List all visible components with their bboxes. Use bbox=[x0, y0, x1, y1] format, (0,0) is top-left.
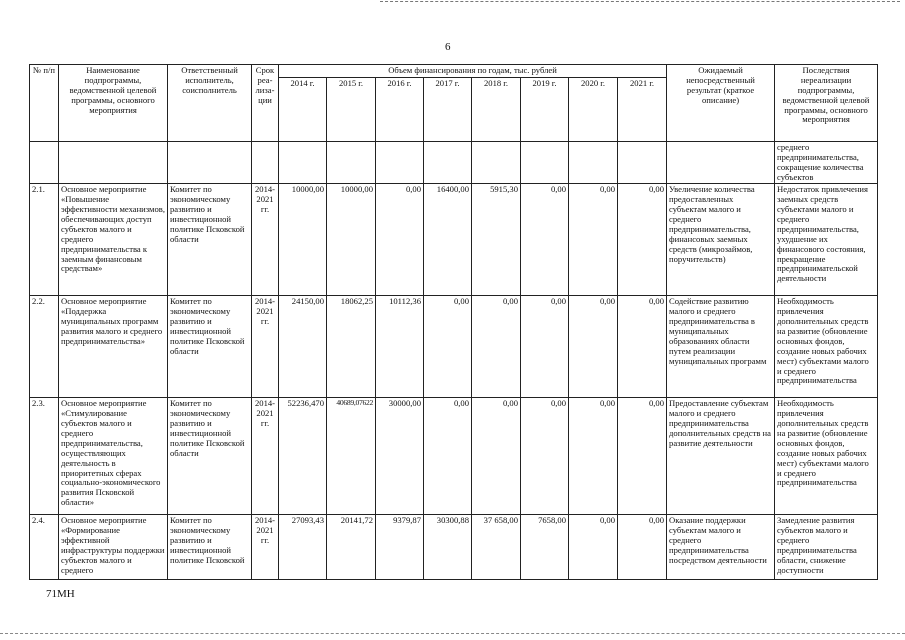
header-row bbox=[30, 65, 878, 78]
row-executor: Комитет по экономическому развитию и инвестиционной политике Псковской bbox=[168, 515, 252, 580]
row-value: 27093,43 bbox=[279, 515, 327, 580]
row-num: 2.4. bbox=[30, 515, 59, 580]
table-row bbox=[30, 184, 878, 296]
row-term: 2014-2021 гг. bbox=[252, 515, 279, 580]
row-value: 7658,00 bbox=[521, 515, 569, 580]
row-term: 2014-2021 гг. bbox=[252, 398, 279, 515]
row-value: 52236,470 bbox=[279, 398, 327, 515]
row-executor: Комитет по экономическому развитию и инвестиционной политике Псковской области bbox=[168, 184, 252, 296]
header-num: № п/п bbox=[30, 65, 59, 142]
row-executor: Комитет по экономическому развитию и инвестиционной политике Псковской области bbox=[168, 296, 252, 398]
row-value: 16400,00 bbox=[424, 184, 472, 296]
row-value: 0,00 bbox=[618, 184, 667, 296]
table-row bbox=[30, 515, 878, 580]
row-value: 0,00 bbox=[521, 296, 569, 398]
row-consequences: Необходимость привлечения дополнительных средств на развитие (обновление основных фондов, создание новых рабочих мест) субъектами малого и среднего предпринимательства bbox=[775, 398, 878, 515]
row-value: 10000,00 bbox=[327, 184, 376, 296]
header-executor: Ответственный исполнитель, соисполнитель bbox=[168, 65, 252, 142]
row-value: 30000,00 bbox=[376, 398, 424, 515]
row-value: 0,00 bbox=[569, 398, 618, 515]
row-num: 2.3. bbox=[30, 398, 59, 515]
row-value: 20141,72 bbox=[327, 515, 376, 580]
row-value: 37 658,00 bbox=[472, 515, 521, 580]
header-name: Наименование подпрограммы, ведомственной целевой программы, основного мероприятия bbox=[59, 65, 168, 142]
row-value: 0,00 bbox=[569, 184, 618, 296]
page-number: 6 bbox=[445, 41, 451, 53]
row-value: 5915,30 bbox=[472, 184, 521, 296]
row-value: 40689,07622 bbox=[327, 398, 376, 515]
row-value: 0,00 bbox=[618, 515, 667, 580]
row-value: 0,00 bbox=[569, 515, 618, 580]
row-value: 0,00 bbox=[424, 296, 472, 398]
table-row bbox=[30, 296, 878, 398]
row-value: 10112,36 bbox=[376, 296, 424, 398]
header-funding: Объем финансирования по годам, тыс. рублей bbox=[279, 65, 667, 78]
table-row bbox=[30, 398, 878, 515]
row-value: 0,00 bbox=[521, 398, 569, 515]
row-consequences: Замедление развития субъектов малого и среднего предпринимательства области, снижение доступности bbox=[775, 515, 878, 580]
header-year: 2015 г. bbox=[327, 77, 376, 141]
row-value: 0,00 bbox=[472, 296, 521, 398]
row-value: 0,00 bbox=[618, 398, 667, 515]
header-year: 2020 г. bbox=[569, 77, 618, 141]
row-name: Основное мероприятие «Поддержка муниципальных программ развития малого и среднего предпринимательства» bbox=[59, 296, 168, 398]
header-year: 2014 г. bbox=[279, 77, 327, 141]
row-num: 2.2. bbox=[30, 296, 59, 398]
header-year: 2017 г. bbox=[424, 77, 472, 141]
row-name: Основное мероприятие «Повышение эффективности механизмов, обеспечивающих доступ субъектов малого и среднего предпринимательства к заемным финансовым средствам» bbox=[59, 184, 168, 296]
row-consequences: Недостаток привлечения заемных средств субъектами малого и среднего предпринимательства, ухудшение их финансового состояния, прекращение предпринимательской деятельности bbox=[775, 184, 878, 296]
row-value: 0,00 bbox=[472, 398, 521, 515]
row-result: Увеличение количества предоставленных субъектам малого и среднего предпринимательства, финансовых заемных средств (микрозаймов, поручительств) bbox=[667, 184, 775, 296]
row-value: 0,00 bbox=[424, 398, 472, 515]
row-result: Оказание поддержки субъектам малого и среднего предпринимательства посредством деятельности bbox=[667, 515, 775, 580]
row-name: Основное мероприятие «Стимулирование субъектов малого и среднего предпринимательства, осуществляющих деятельность в приоритетных сферах социально-экономического развития Псковской области» bbox=[59, 398, 168, 515]
row-name: Основное мероприятие «Формирование эффективной инфраструктуры поддержки субъектов малого и среднего bbox=[59, 515, 168, 580]
row-value: 10000,00 bbox=[279, 184, 327, 296]
scan-artifact-top bbox=[380, 1, 900, 2]
scan-artifact-bottom bbox=[0, 633, 905, 634]
header-result: Ожидаемый непосредственный результат (краткое описание) bbox=[667, 65, 775, 142]
row-value: 30300,88 bbox=[424, 515, 472, 580]
row-value: 0,00 bbox=[569, 296, 618, 398]
row-value: 0,00 bbox=[521, 184, 569, 296]
header-year: 2018 г. bbox=[472, 77, 521, 141]
row-term: 2014-2021 гг. bbox=[252, 184, 279, 296]
header-year: 2019 г. bbox=[521, 77, 569, 141]
continuation-row bbox=[30, 141, 878, 184]
financing-table bbox=[29, 64, 878, 580]
row-num: 2.1. bbox=[30, 184, 59, 296]
row-consequences: Необходимость привлечения дополнительных средств на развитие (обновление основных фондов, создание новых рабочих мест) субъектами малого и среднего предпринимательства bbox=[775, 296, 878, 398]
row-result: Предоставление субъектам малого и среднего предпринимательства дополнительных средств на развитие деятельности bbox=[667, 398, 775, 515]
row-value: 24150,00 bbox=[279, 296, 327, 398]
footer-code: 71МН bbox=[46, 588, 75, 600]
row-executor: Комитет по экономическому развитию и инвестиционной политике Псковской области bbox=[168, 398, 252, 515]
header-year: 2021 г. bbox=[618, 77, 667, 141]
header-term: Срок реа-лиза-ции bbox=[252, 65, 279, 142]
row-result: Содействие развитию малого и среднего предпринимательства в муниципальных образованиях области путем реализации муниципальных программ bbox=[667, 296, 775, 398]
row-value: 0,00 bbox=[618, 296, 667, 398]
row-value: 9379,87 bbox=[376, 515, 424, 580]
continuation-text: среднего предпринимательства, сокращение количества субъектов bbox=[775, 141, 878, 184]
header-consequences: Последствия нереализации подпрограммы, ведомственной целевой программы, основного мероприятия bbox=[775, 65, 878, 142]
header-year: 2016 г. bbox=[376, 77, 424, 141]
row-value: 18062,25 bbox=[327, 296, 376, 398]
row-value: 0,00 bbox=[376, 184, 424, 296]
row-term: 2014-2021 гг. bbox=[252, 296, 279, 398]
